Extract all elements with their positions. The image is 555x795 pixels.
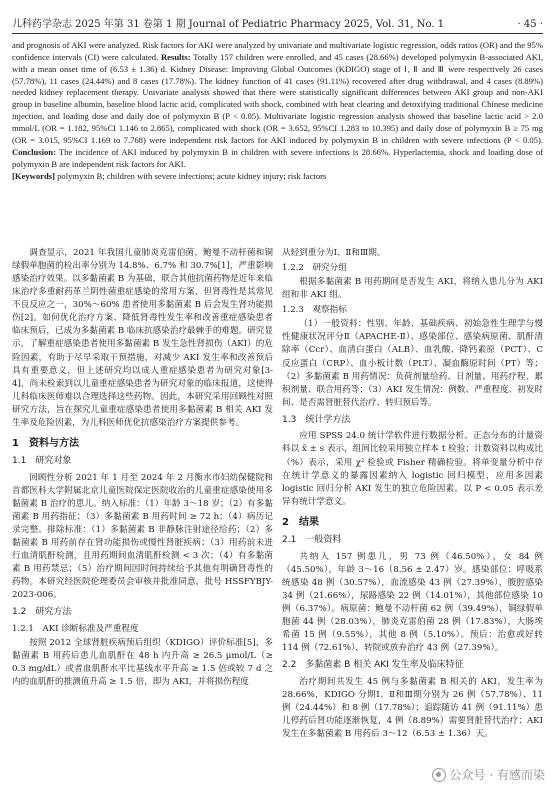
keywords-line: [12, 171, 543, 183]
wechat-account-icon: [432, 768, 446, 782]
intro-paragraph: 调查显示，2021 年我国儿童肺炎克雷伯菌、鲍曼不动杆菌和铜绿假单胞菌的检出率分别为 14.8%、6.7% 和 30.7%[1]，严重影响感染治疗效果。以多黏菌素 B 为基础，联合其他抗菌药物是近年来临床治疗多重耐药革兰阴性菌重症感染的常用方案，但肾毒性是其常见不良反应之一，30%～60% 患者使用多黏菌素 B 后会发生肾功能损伤[2]。如何优化治疗方案、降低肾毒性发生率和改善重症感染患者临床预后，已成为多黏菌素 B 临床抗感染治疗最棘手的难题。研究显示，了解重症感染患者使用多黏菌素 B 发生急性肾损伤（AKI）的危险因素，有助于尽早采取干预措施，对减少 AKI 发生率和改善预后具有重要意义，但上述研究均以成人重症感染患者为研究对象[3-4]，尚未检索到以儿童重症感染患者为研究对象的临床报道，这使得儿科临床医师难以合理选择这些药物。因此，本研究采用回顾性对照研究方法，旨在探究儿童重症感染患者使用多黏菌素 B 相关 AKI 发生率及危险因素，为儿科医师优化抗感染治疗方案提供参考。: [12, 248, 273, 428]
section-2-2-paragraph: 治疗期间共发生 45 例与多黏菌素 B 相关的 AKI，发生率为 28.66%，KDIGO 分期Ⅰ、Ⅱ和Ⅲ期分别为 26 例（57.78%）、11 例（24.44%）和 8 例（17.78%）；追踪随访 41 例（91.11%）患儿停药后肾功能逐渐恢复，4 例（8.89%）需要肾脏替代治疗；AKI 发生在多黏菌素 B 用药后 3～12（6.53 ± 1.36）天。: [282, 676, 543, 740]
section-2-1-paragraph: 共纳入 157 例患儿，男 73 例（46.50%），女 84 例（45.50%），年龄 3～16（8.56 ± 2.47）岁。感染部位：呼吸系统感染 48 例（30.57%），血流感染 43 例（27.39%），腹腔感染 34 例（21.66%），尿路感染 22 例（14.01%），其他部位感染 10 例（6.37%）。病原菌：鲍曼不动杆菌 62 例（39.49%），铜绿假单胞菌 44 例（28.03%），肺炎克雷伯菌 28 例（17.83%），大肠埃希菌 15 例（9.55%），其他 8 例（5.10%）。预后：治愈或好转 114 例（72.61%），转院或放弃治疗 43 例（27.39%）。: [282, 551, 543, 654]
journal-running-title: 儿科药学杂志 2025 年第 31 卷第 1 期 Journal of Pediatric Pharmacy 2025, Vol. 31, No. 1: [12, 19, 445, 30]
conclusion-label: Conclusion:: [12, 146, 56, 157]
section-1-1-heading: 1.1 研究对象: [12, 456, 72, 467]
section-1-2-2-paragraph: 根据多黏菌素 B 用药期间是否发生 AKI，将纳入患儿分为 AKI 组和非 AKI 组。: [282, 277, 543, 301]
abstract-text-1: and prognosis of AKI were analyzed. Risk factors for AKI were analyzed by univariate and multivariate logistic regression, odds ratios (OR) and the 95% confidence intervals (CI) were calculated.: [12, 40, 543, 62]
page-header: [12, 10, 543, 34]
keywords-label: [Keywords]: [12, 171, 55, 182]
english-abstract: [12, 40, 543, 183]
section-2-1-heading: 2.1 一般资料: [282, 534, 342, 545]
section-1-heading: 1 资料与方法: [12, 437, 79, 449]
section-1-3-heading: 1.3 统计学方法: [282, 414, 351, 425]
keywords-text: polymyxin B; children with severe infections; acute kidney injury; risk factors: [54, 171, 327, 182]
section-1-2-3-heading: 1.2.3 观察指标: [282, 305, 347, 316]
right-column: [282, 247, 543, 742]
section-2-2-heading: 2.2 多黏菌素 B 相关 AKI 发生率及临床特征: [282, 660, 464, 671]
abstract-text-2: Totally 157 children were enrolled, and 45 cases (28.66%) developed polymyxin B-associated AKI, with a mean onset time of (6.53 ± 1.36) d. Kidney Disease: Improving Global Outcomes (KDIGO) stage of Ⅰ, Ⅱ and Ⅲ were respectively 26 cases (57.78%), 11 cases (24.44%) and 8 cases (17.78%). The kidney function of 41 cases (91.11%) recovered after drug withdrawal, and 4 cases (8.89%) needed kidney replacement therapy. Univariate analysis showed that there were statistically significant differences between AKI group and non-AKI group in baseline albumin, baseline blood lactic acid, complicated with shock, combined with heat clearing and detoxifying traditional Chinese medicine injection, and loading dose and daily doe of polymyxin B (P < 0.05). Multivariate logistic regression analysis showed that baseline lactic acid > 2.0 mmol/L (OR = 1.182, 95%CI 1.146 to 2.865), complicated with shock (OR = 3.652, 95%CI 1.283 to 10.395) and daily dose of polymyxin B ≥ 75 mg (OR = 3.015, 95%CI 1.169 to 7.768) were independent risk factors for AKI induced by polymyxin B in children with severe infections (P < 0.05).: [12, 51, 543, 145]
continuation-paragraph: 从轻到重分为Ⅰ、Ⅱ和Ⅲ期。: [282, 248, 386, 258]
section-1-1-paragraph: 回顾性分析 2021 年 1 月至 2024 年 2 月衡水市妇幼保健院和首都医科大学附属北京儿童医院保定医院收治的儿童重症感染使用多黏菌素 B 治疗的患儿。纳入标准：（1）年龄 3～18 岁；（2）有多黏菌素 B 用药指征；（3）多黏菌素 B 用药时间 ≥ 72 h；（4）病历记录完整。排除标准：（1）多黏菌素 B 非静脉注射途径给药；（2）多黏菌素 B 用药前存在肾功能损伤或慢性肾脏疾病；（3）用药前未进行血清肌酐检测，且用药期间血清肌酐检测 < 3 次；（4）有多黏菌素 B 用药禁忌；（5）治疗期间因时间持续给予其他有明确肾毒性的药物。本研究经医院伦理委员会审核并批准同意，批号 HSSFYBJY-2023-006。: [12, 472, 273, 601]
left-column: [12, 247, 273, 690]
abstract-text-3: The incidence of AKI induced by polymyxin B in children with severe infections is 28.66%. Hyperlactemia, shock and loading dose of polymyxin B are independent risk factors for AKI.: [12, 146, 543, 169]
section-1-2-1-paragraph: 按照 2012 全球肾脏疾病预后组织（KDIGO）评价标准[5]，多黏菌素 B 用药后患儿血肌酐在 48 h 内升高 ≥ 26.5 μmol/L（≥ 0.3 mg/dL）或者血肌酐水平比基线水平升高 ≥ 1.5 倍或较 7 d 之内的血肌酐的推测值升高 ≥ 1.5 倍，即为 AKI，并将损伤程度: [12, 638, 273, 688]
section-1-2-heading: 1.2 研究方法: [12, 607, 72, 618]
section-1-2-1-heading: 1.2.1 AKI 诊断标准及严重程度: [12, 624, 139, 635]
results-label: Results:: [160, 51, 191, 62]
section-1-3-paragraph: 应用 SPSS 24.0 统计学软件进行数据分析。正态分布的计量资料以 x̄ ± s 表示，组间比较采用独立样本 t 检验；计数资料以构成比（%）表示，采用 χ² 检验或 Fisher 精确检验。将单变量分析中存在统计学意义的暴露因素纳入 logistic 回归模型，应用多因素 logistic 回归分析 AKI 发生的独立危险因素。以 P < 0.05 表示差异有统计学意义。: [282, 431, 543, 507]
watermark: [432, 766, 545, 783]
section-1-2-2-heading: 1.2.2 研究分组: [282, 263, 347, 274]
section-2-heading: 2 结果: [282, 516, 319, 528]
page-number: · 45 ·: [517, 19, 543, 30]
section-1-2-3-paragraph: （1）一般资料：性别、年龄、基础疾病、初始急性生理学与慢性健康状况评分Ⅱ（APACHE-Ⅱ）、感染部位、感染病原菌、肌酐清除率（Ccr）、血清白蛋白（ALB）、血乳酸、降钙素原（PCT）、C 反应蛋白（CRP）、血小板计数（PLT）、凝血酶原时间（PT）等；（2）多黏菌素 B 用药情况：负荷剂量给药、日剂量、用药疗程、累积剂量、联合用药等；（3）AKI 发生情况：例数、严重程度、初发时间、是否需肾脏替代治疗、转归预后等。: [282, 319, 543, 408]
watermark-text: 公众号 · 有感而染: [449, 768, 545, 782]
